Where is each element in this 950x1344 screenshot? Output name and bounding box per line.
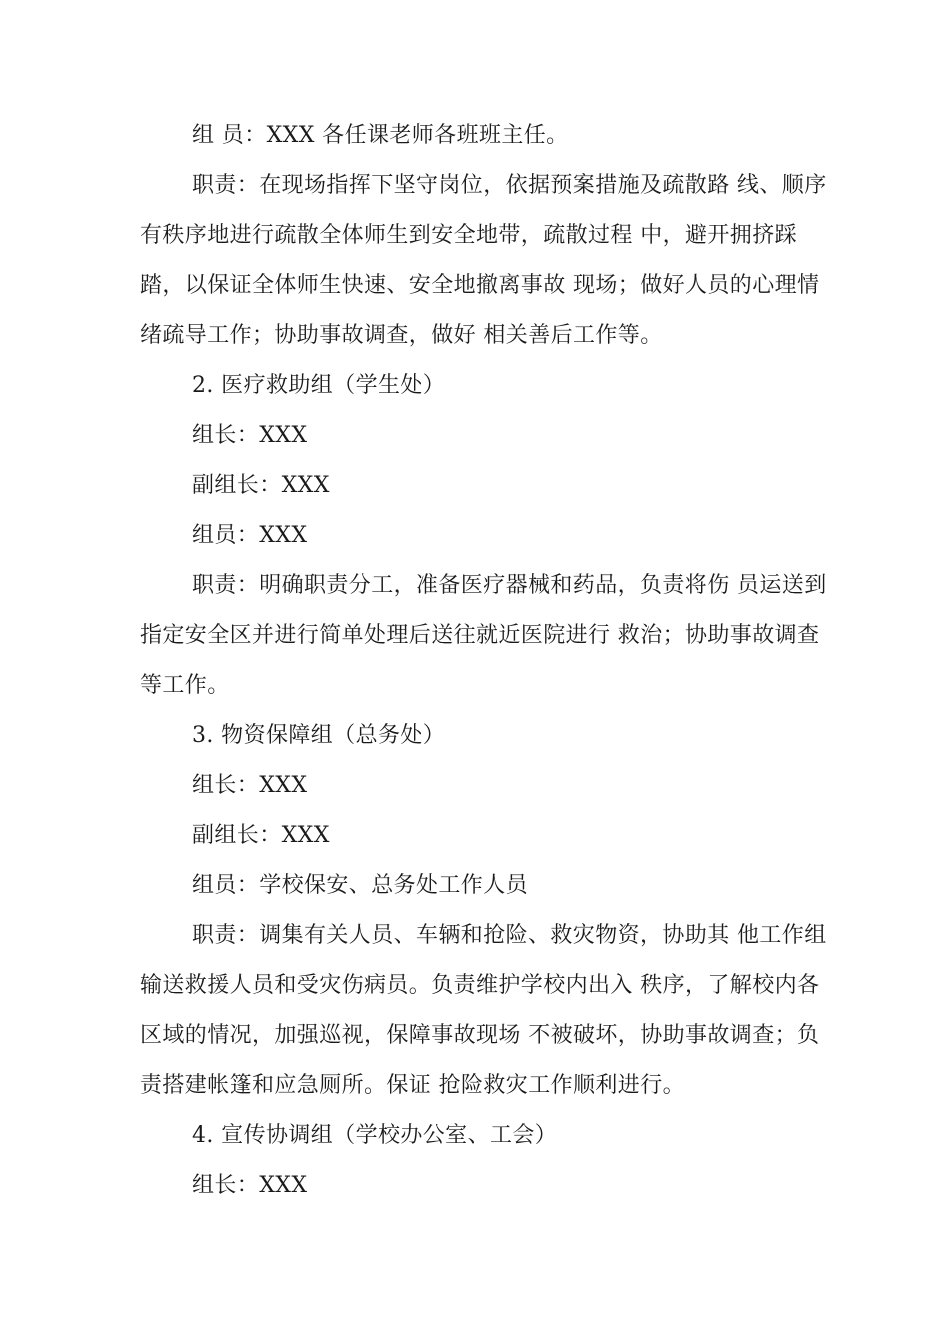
leader-line: 组长：XXX — [192, 1173, 308, 1198]
duty-paragraph: 职责：调集有关人员、车辆和抢险、救灾物资，协助其 他工作组输送救援人员和受灾伤病员。负责维护学校内出入 秩序，了解校内各区域的情况，加强巡视，保障事故现场 不被破坏，协助事故调查；负责搭建帐篷和应急厕所。保证 抢险救灾工作顺利进行。 — [140, 923, 827, 1098]
document-body — [140, 111, 830, 1211]
member-line: 组员：XXX — [192, 523, 308, 548]
leader-line: 组长：XXX — [192, 423, 308, 448]
section-heading-supplies: 3. 物资保障组（总务处） — [192, 723, 446, 748]
duty-paragraph: 职责：在现场指挥下坚守岗位，依据预案措施及疏散路 线、顺序有秩序地进行疏散全体师生到安全地带，疏散过程 中，避开拥挤踩踏，以保证全体师生快速、安全地撤离事故 现场；做好人员的心理情绪疏导工作；协助事故调查，做好 相关善后工作等。 — [140, 173, 827, 348]
duty-paragraph: 职责：明确职责分工，准备医疗器械和药品，负责将伤 员运送到指定安全区并进行简单处理后送往就近医院进行 救治；协助事故调查等工作。 — [140, 573, 827, 698]
member-line: 组员：学校保安、总务处工作人员 — [192, 873, 529, 898]
section-heading-publicity: 4. 宣传协调组（学校办公室、工会） — [192, 1123, 558, 1148]
deputy-leader-line: 副组长：XXX — [192, 823, 330, 848]
leader-line: 组长：XXX — [192, 773, 308, 798]
section-heading-medical: 2. 医疗救助组（学生处） — [192, 373, 446, 398]
member-line: 组 员：XXX 各任课老师各班班主任。 — [192, 123, 569, 148]
deputy-leader-line: 副组长：XXX — [192, 473, 330, 498]
